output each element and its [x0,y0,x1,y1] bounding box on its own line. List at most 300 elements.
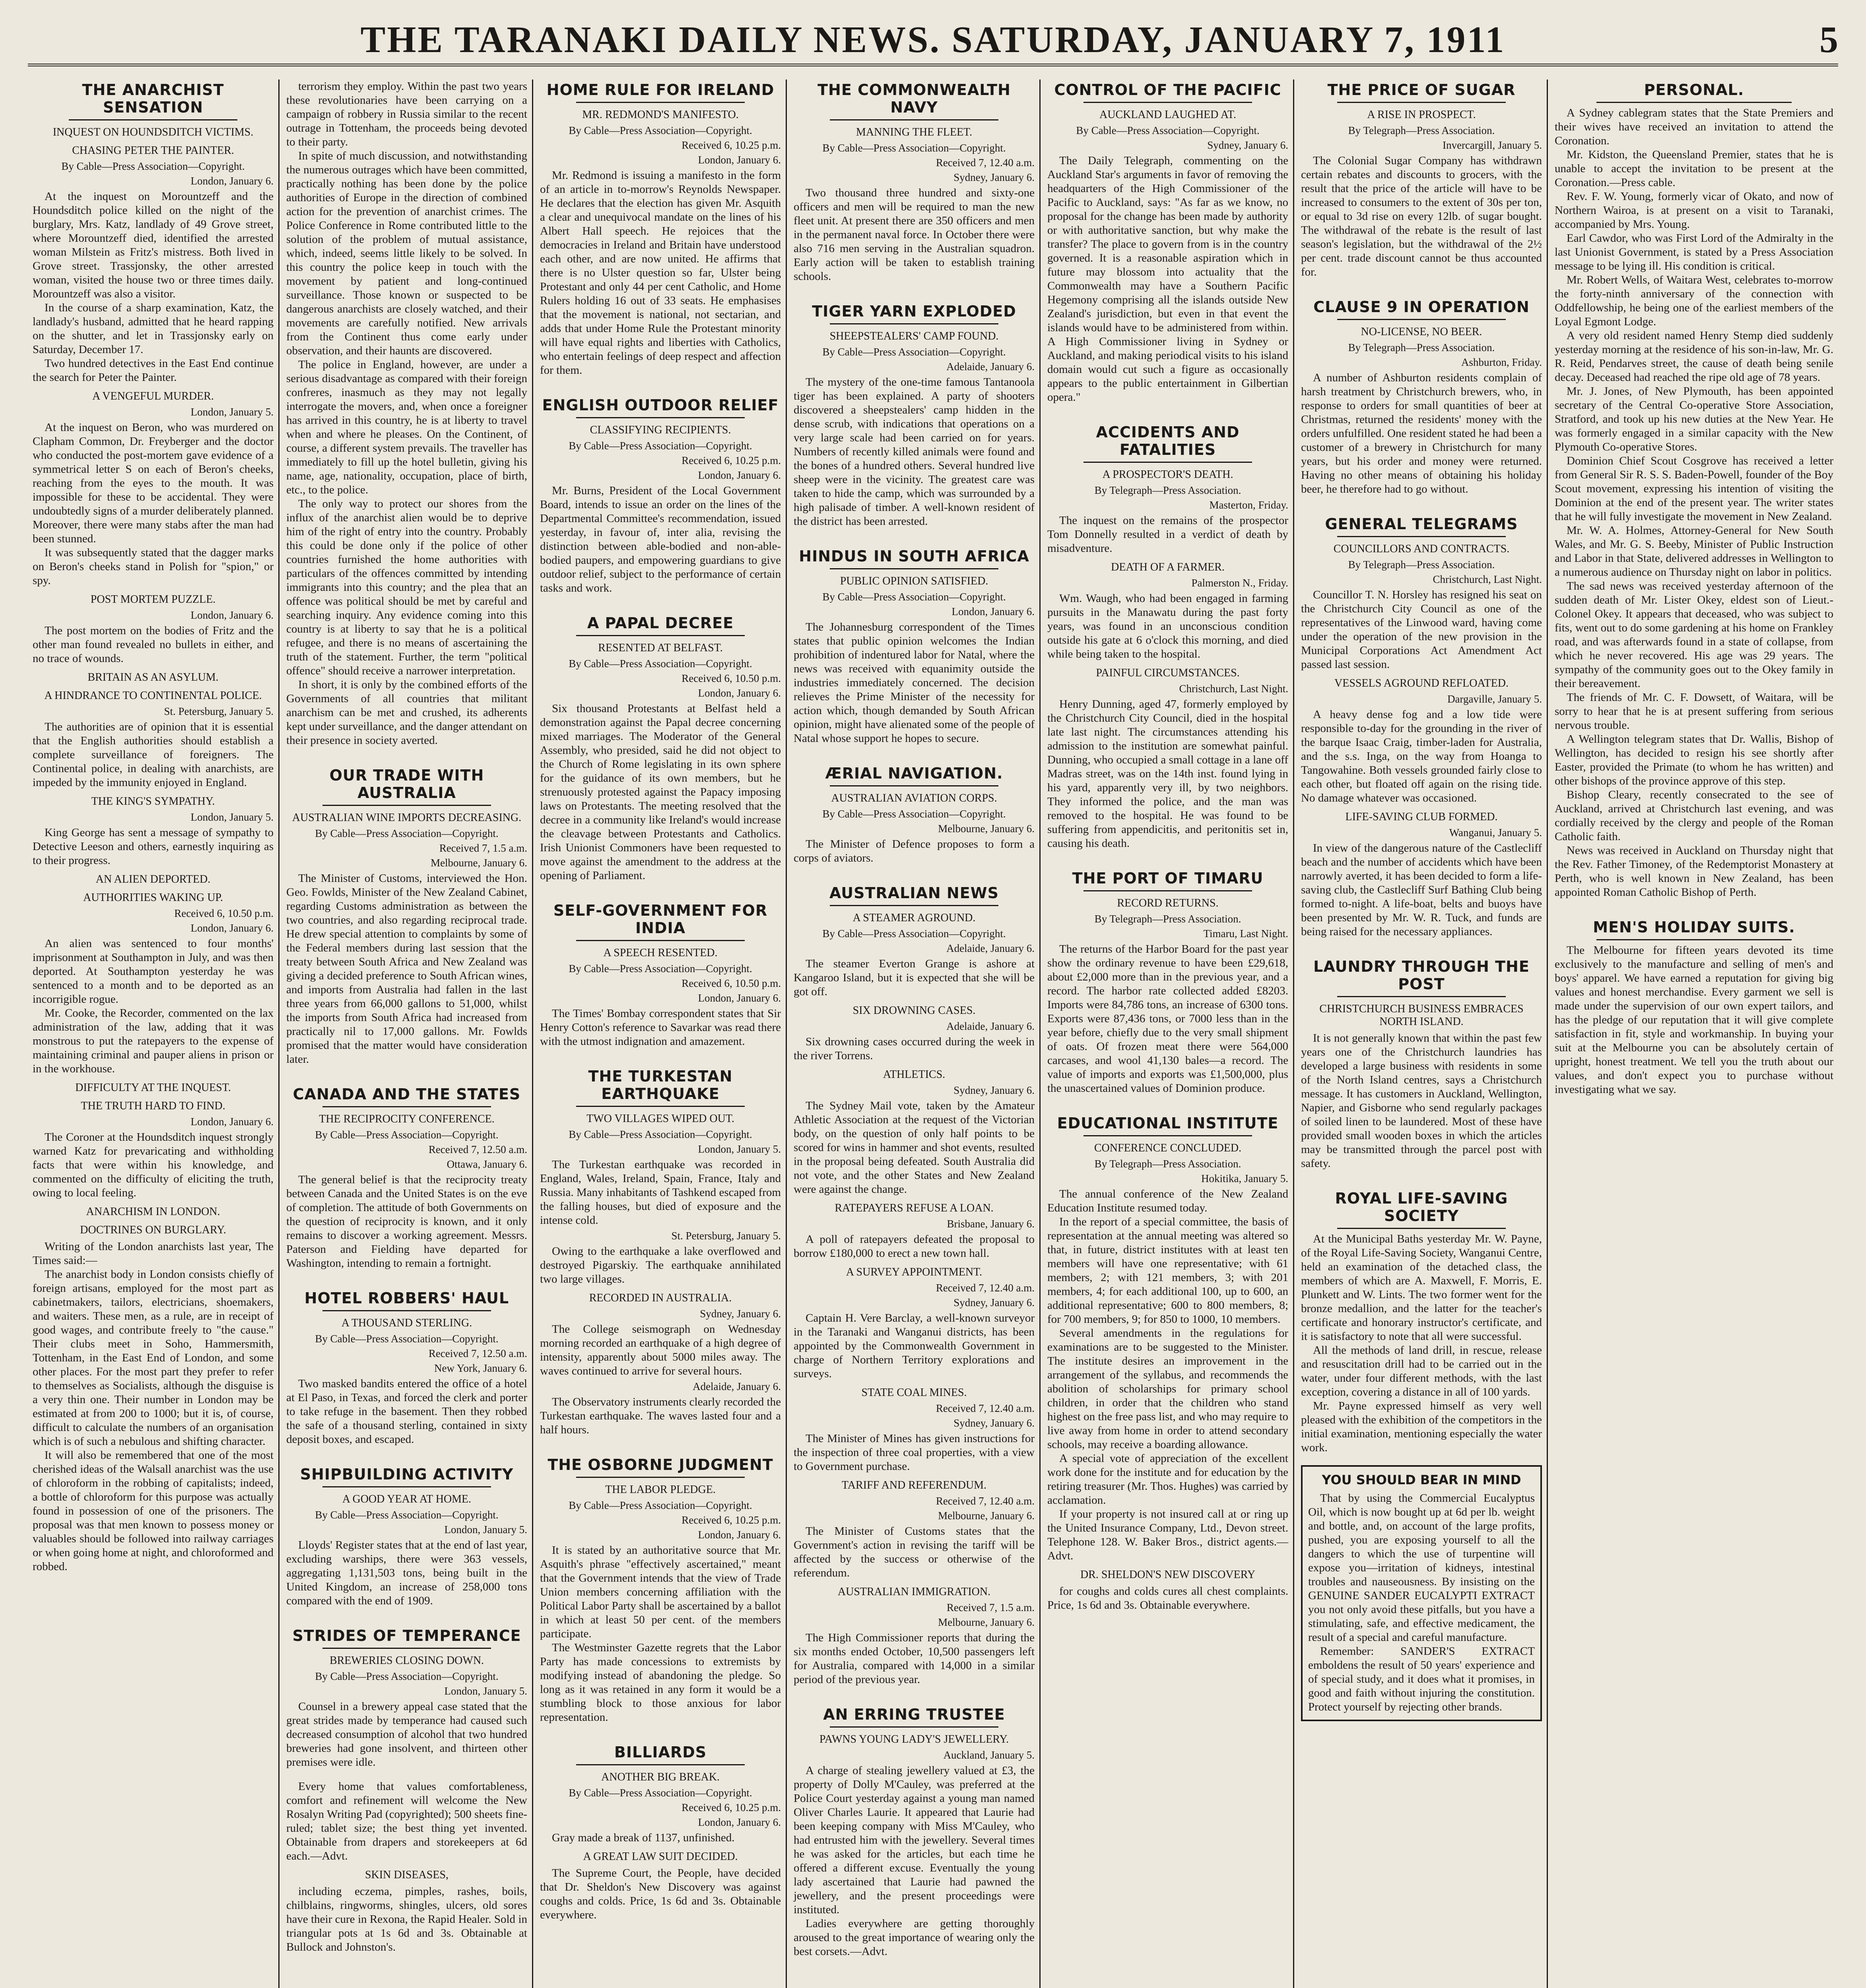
article-paragraph: King George has sent a message of sympathy to Detective Leeson and others, earnestly inquiring as to their progress. [33,826,274,867]
article [540,606,781,883]
article-headline: A PAPAL DECREE [587,614,734,632]
article-subheading: AUCKLAND LAUGHED AT. [1099,109,1236,121]
article-dateline: Melbourne, January 6. [938,823,1035,835]
article-subheading: AUSTRALIAN WINE IMPORTS DECREASING. [292,812,522,824]
article [286,1077,527,1270]
article-paragraph: A number of Ashburton residents complain of harsh treatment by Christchurch brewers, who, in response to orders for small quantities of beer at Christmas, returned the residents' money with the orders unfulfilled. One resident stated he had been a customer of a brewery in Christchurch for many years, but his order and money were returned. Having no other means of obtaining his holiday beer, he therefore had to go without. [1301,371,1542,495]
article-paragraph: Two masked bandits entered the office of a hotel at El Paso, in Texas, and forced the clerk and porter to take refuge in the basement. Then they robbed the safe of a thousand sterling, contained in sixty deposit boxes, and escaped. [286,1377,527,1446]
article-dateline: Received 7, 1.5 a.m. [439,842,527,854]
headline-rule [1083,462,1252,463]
headline-rule [576,417,745,418]
article-paragraph: The anarchist body in London consists chiefly of foreign artisans, employed for the most part as cabinetmakers, tailors, electricians, shoemakers, and waiters. These men, as a rule, are in receipt of good wages, and contribute freely to "the cause." Their clubs meet in Soho, Hammersmith, Tottenham, in the East End of London, and some other places. For the most part they prefer to refer to themselves as Socialists, although the disguise is a very thin one. Their number in London may be estimated at from 200 to 1000; but it is, of course, difficult to calculate the numbers of an organisation which is of such a nebulous and shifting character. [33,1268,274,1448]
masthead [28,16,1838,66]
article-subheading: A PROSPECTOR'S DEATH. [1102,468,1233,481]
article-subheading: DOCTRINES ON BURGLARY. [80,1224,226,1236]
page-number: 5 [1819,19,1838,60]
article-paragraph: At the inquest on Beron, who was murdered on Clapham Common, Dr. Freyberger and the doctor who conducted the post-mortem gave evidence of a symmetrical letter S on each of Beron's cheeks, reaching from the eyes to the mouth. It was impossible for these to be accidental. They were undoubtedly signs of a murder deliberately planned. Moreover, there were many stabs after the man had been stunned. [33,421,274,545]
headline-rule [830,785,998,786]
headline-rule [1596,102,1792,103]
article-dateline: London, January 6. [698,992,781,1004]
article-paragraph: The inquest on the remains of the prospector Tom Donnelly resulted in a verdict of death by misadventure. [1047,514,1288,555]
article [286,1457,527,1608]
article-subheading: MR. REDMOND'S MANIFESTO. [582,109,739,121]
article-dateline: Adelaide, January 6. [946,361,1035,373]
article-paragraph: News was received in Auckland on Thursday night that the Rev. Father Timoney, of the Redemptorist Monastery at Perth, who is well known in New Zealand, has been appointed Roman Catholic Bishop of Perth. [1555,844,1833,899]
headline-rule [1083,1135,1252,1136]
article-headline: STRIDES OF TEMPERANCE [292,1627,521,1644]
headline-rule [1337,996,1506,997]
article-headline: ÆRIAL NAVIGATION. [825,765,1003,782]
article-paragraph: In the course of a sharp examination, Katz, the landlady's husband, admitted that he heard rapping on the shutter, and let in Trassjonsky early on Saturday, December 17. [33,301,274,356]
article-dateline: Received 7, 1.5 a.m. [946,1602,1035,1613]
article-subheading: CLASSIFYING RECIPIENTS. [590,424,731,436]
article-headline: THE COMMONWEALTH NAVY [817,81,1011,116]
article-headline: SELF-GOVERNMENT FOR INDIA [553,902,768,937]
article [1047,80,1288,404]
article-paragraph: terrorism they employ. Within the past two years these revolutionaries have been carrying on a campaign of robbery in Russia similar to the recent outrage in Tottenham, the proceeds being devoted to their party. [286,80,527,148]
article-headline: TIGER YARN EXPLODED [812,303,1016,320]
article-dateline: By Cable—Press Association—Copyright. [315,1129,499,1141]
article-paragraph: Remember: SANDER'S EXTRACT emboldens the result of 50 years' experience and of special study, and it does what it promises, in good and faith without injuring the constitution. Protect yourself by rejecting other brands. [1308,1645,1535,1713]
headline-rule [1337,536,1506,537]
article-dateline: By Cable—Press Association—Copyright. [822,808,1006,820]
article [1047,415,1288,850]
headline-rule [576,940,745,941]
article-paragraph: An alien was sentenced to four months' imprisonment at Southampton in July, and was then deported. At Southampton yesterday he was sentenced to a month and to be deported as an incorrigible rogue. [33,937,274,1006]
article [794,294,1035,528]
article-paragraph: Mr. Cooke, the Recorder, commented on the lax administration of the law, adding that it was monstrous to put the ratepayers to the expense of maintaining criminal and pauper aliens in prison or in the workhouse. [33,1007,274,1075]
article-dateline: By Telegraph—Press Association. [1348,559,1495,571]
article-dateline: Melbourne, January 6. [938,1616,1035,1628]
article-dateline: London, January 6. [190,922,274,934]
article-dateline: London, January 5. [444,1685,527,1697]
headline-rule [576,1764,745,1765]
article-paragraph: Two hundred detectives in the East End continue the search for Peter the Painter. [33,357,274,384]
article-dateline: By Cable—Press Association—Copyright. [569,440,752,452]
article-dateline: London, January 5. [190,811,274,823]
article-dateline: Melbourne, January 6. [938,1510,1035,1522]
article-headline: SHIPBUILDING ACTIVITY [300,1466,514,1483]
article-subheading: PUBLIC OPINION SATISFIED. [840,575,988,587]
article-dateline: Received 7, 12.40 a.m. [936,1495,1035,1507]
article-dateline: London, January 6. [698,1529,781,1541]
article-paragraph: If your property is not insured call at or ring up the United Insurance Company, Ltd., Devon street. Telephone 128. W. Baker Bros., district agents.—Advt. [1047,1508,1288,1562]
article-paragraph: A special vote of appreciation of the excellent work done for the institute and for education by the retiring treasurer (Mr. Thos. Hughes) was carried by acclamation. [1047,1452,1288,1507]
article-headline: BILLIARDS [614,1743,707,1761]
article-dateline: Sydney, January 6. [700,1308,781,1320]
article-subheading: LIFE-SAVING CLUB FORMED. [1345,811,1498,823]
column-7 [1550,80,1838,1988]
article [540,1059,781,1437]
article [286,758,527,1066]
article [540,1735,781,1922]
article-subheading: A SURVEY APPOINTMENT. [846,1266,983,1278]
article-paragraph: It is stated by an authoritative source that Mr. Asquith's phrase "effectively ascertained," meant that the Government intends that the view of Trade Union members concerning affiliation with the Political Labor Party shall be ascertained by a ballot in which at least 50 per cent. of the members participate. [540,1544,781,1640]
article [794,1697,1035,1959]
article-subheading: RECORD RETURNS. [1117,897,1219,909]
article-subheading: A GREAT LAW SUIT DECIDED. [583,1850,738,1863]
article-dateline: St. Petersburg, January 5. [164,705,274,717]
article-paragraph: The Coroner at the Houndsditch inquest strongly warned Katz for prevaricating and withholding facts that were within his knowledge, and commented on the difficulty of eliciting the truth, owing to local feeling. [33,1131,274,1199]
article-paragraph: The College seismograph on Wednesday morning recorded an earthquake of a high degree of intensity, apparently about 5000 miles away. The waves continued to arrive for several hours. [540,1323,781,1377]
article-dateline: London, January 6. [190,609,274,621]
article-dateline: London, January 6. [698,154,781,166]
article-headline: THE OSBORNE JUDGMENT [548,1456,773,1474]
article-dateline: By Cable—Press Association—Copyright. [569,1787,752,1799]
headline-rule [830,905,998,906]
article-headline: THE TURKESTAN EARTHQUAKE [588,1068,733,1103]
article-headline: HOTEL ROBBERS' HAUL [304,1289,509,1307]
headline-rule [1083,102,1252,103]
article-paragraph: A charge of stealing jewellery valued at £3, the property of Dolly M'Cauley, was preferred at the Police Court yesterday against a young man named Oliver Charles Laurie. It appeared that Laurie had been keeping company with Miss M'Cauley, who had entrusted him with the jewellery. Several times he was asked for the articles, but each time he offered a different excuse. Eventually the young lady ascertained that Laurie had pawned the jewellery, and the present proceedings were instituted. [794,1764,1035,1916]
article-paragraph: Mr. Robert Wells, of Waitara West, celebrates to-morrow the forty-ninth anniversary of the connection with Oddfellowship, he being one of the earliest members of the Loyal Egmont Lodge. [1555,274,1833,328]
article [540,1447,781,1724]
article [1301,289,1542,496]
article-headline: ACCIDENTS AND FATALITIES [1096,423,1240,458]
article [286,80,527,747]
article-dateline: Invercargill, January 5. [1443,139,1542,151]
article-subheading: BRITAIN AS AN ASYLUM. [87,671,219,683]
article-subheading: TWO VILLAGES WIPED OUT. [586,1112,734,1125]
article-subheading: VESSELS AGROUND REFLOATED. [1334,677,1509,689]
column-4 [789,80,1041,1988]
article [540,388,781,595]
article [1047,1106,1288,1612]
article [1301,507,1542,939]
article-paragraph: The Minister of Defence proposes to form a corps of aviators. [794,838,1035,864]
article-dateline: Wanganui, January 5. [1449,827,1542,839]
article [1301,949,1542,1171]
article-dateline: By Cable—Press Association—Copyright. [569,1128,752,1140]
article-paragraph: Dominion Chief Scout Cosgrove has received a letter from General Sir R. S. S. Baden-Powell, founder of the Boy Scout movement, expressing his intention of visiting the Dominion at the end of the present year. The writer states that he will fully investigate the movement in New Zealand. [1555,454,1833,523]
article-subheading: AUSTRALIAN IMMIGRATION. [837,1586,991,1598]
article-headline: PERSONAL. [1644,81,1744,99]
column-3 [535,80,787,1988]
article-paragraph: A Sydney cablegram states that the State Premiers and their wives have received an invitation to attend the Coronation. [1555,107,1833,147]
article-dateline: Adelaide, January 6. [946,1020,1035,1032]
headline-rule [322,805,491,806]
article-dateline: Received 7, 12.40 a.m. [936,1402,1035,1414]
article-subheading: PAINFUL CIRCUMSTANCES. [1096,667,1240,679]
article-subheading: THE RECIPROCITY CONFERENCE. [319,1113,495,1125]
article-headline: THE PRICE OF SUGAR [1327,81,1516,99]
article-paragraph: A very old resident named Henry Stemp died suddenly yesterday morning at the residence of his son-in-law, Mr. G. R. Reid, Pendarves street, the cause of death being senile decay. Deceased had reached the ripe old age of 78 years. [1555,329,1833,384]
article-subheading: ANOTHER BIG BREAK. [601,1771,720,1783]
article-dateline: Palmerston N., Friday. [1191,577,1288,589]
article-dateline: Received 6, 10.25 p.m. [682,1802,781,1813]
advertisement [1301,1465,1542,1721]
article-dateline: By Cable—Press Association—Copyright. [822,346,1006,358]
article-paragraph: The returns of the Harbor Board for the past year show the ordinary revenue to have been £29,618, about £2,000 more than in the previous year, and a record. The harbor rate collected added £8203. Imports were 84,786 tons, an increase of 6300 tons. Exports were 87,436 tons, or 7000 less than in the year before, chiefly due to the very small shipment of oats. Of frozen meat there were 564,000 carcases, and wool 41,130 bales—a record. The value of imports and exports was £1,500,000, plus the unascertained values of Dominion produce. [1047,943,1288,1095]
article-headline: THE PORT OF TIMARU [1072,870,1264,887]
article-paragraph: The general belief is that the reciprocity treaty between Canada and the United States is on the eve of completion. The attitude of both Governments on the question of reciprocity is known, and it only remains to discover a working agreement. Messrs. Paterson and Fielding have departed for Washington, intending to remain a fortnight. [286,1173,527,1270]
article-dateline: By Cable—Press Association—Copyright. [822,142,1006,154]
article-paragraph: The authorities are of opinion that it is essential that the English authorities should establish a complete surveillance of foreigners. The Continental police, in dealing with anarchists, are impeded by the immunity enjoyed in England. [33,720,274,789]
article-dateline: Melbourne, January 6. [431,857,527,869]
article-dateline: By Cable—Press Association—Copyright. [61,160,245,172]
article-dateline: By Cable—Press Association—Copyright. [315,1333,499,1345]
article-paragraph: The Minister of Customs, interviewed the Hon. Geo. Fowlds, Minister of the New Zealand Cabinet, regarding Customs administration as between the two countries, and also regarding reciprocal trade. He drew special attention to complaints by some of the Federal members during last session that the treaty between South Africa and New Zealand was giving a decided preference to South African wines, and imports from Australia had fallen in the last three years from 66,000 gallons to 51,000, whilst the imports from South Africa had increased from practically nil to 17,000 gallons. Mr. Fowlds promised that the matter would have consideration later. [286,872,527,1066]
article-paragraph: At the Municipal Baths yesterday Mr. W. Payne, of the Royal Life-Saving Society, Wanganui Centre, held an examination of the detached class, the members of which are A. Maxwell, F. Morris, E. Plunkett and W. Lints. The two former went for the bronze medallion, and the latter for the teacher's certificate and honorary instructor's certificate, and it is satisfactory to note that all were successful. [1301,1233,1542,1343]
article-subheading: STATE COAL MINES. [861,1386,967,1399]
article-subheading: A VENGEFUL MURDER. [92,390,214,402]
article-dateline: Sydney, January 6. [1207,139,1288,151]
article-subheading: RESENTED AT BELFAST. [598,642,723,654]
article-paragraph: Six drowning cases occurred during the week in the river Torrens. [794,1035,1035,1062]
article-dateline: Brisbane, January 6. [947,1218,1035,1230]
article-dateline: By Telegraph—Press Association. [1094,1158,1241,1170]
article [540,893,781,1048]
article-paragraph: Counsel in a brewery appeal case stated that the great strides made by temperance had caused such decreased consumption of alcohol that two hundred breweries had gone insolvent, and thirteen other premises were idle. [286,1700,527,1769]
article-subheading: SKIN DISEASES, [365,1869,449,1881]
article-paragraph: The post mortem on the bodies of Fritz and the other man found revealed no bullets in either, and no trace of wounds. [33,624,274,665]
article-paragraph: Several amendments in the regulations for examinations are to be suggested to the Minister. The institute desires an improvement in the arrangement of the syllabus, and recommends the abolition of scholarships for primary school children, in order that the children who stand highest on the free pass list, and who may require to live away from home in order to attend secondary schools, may receive a boarding allowance. [1047,1327,1288,1451]
article [286,1618,527,1769]
article-dateline: By Telegraph—Press Association. [1348,342,1495,353]
article-paragraph: A poll of ratepayers defeated the proposal to borrow £180,000 to erect a new town hall. [794,1233,1035,1260]
article-dateline: Received 6, 10.25 p.m. [682,139,781,151]
article-dateline: Received 7, 12.40 a.m. [936,157,1035,169]
article-dateline: By Telegraph—Press Association. [1094,484,1241,496]
article-paragraph: The sad news was received yesterday afternoon of the sudden death of Mr. Lister Okey, eldest son of Lieut.-Colonel Okey. It appears that deceased, who was subject to fits, went out to do some gardening at his home on Frankley road, and was afterwards found in a state of collapse, from which he never recovered. His age was 29 years. The sympathy of the community goes out to the Okey family in their bereavement. [1555,580,1833,690]
article-paragraph: Bishop Cleary, recently consecrated to the see of Auckland, arrived at Christchurch last evening, and was cordially received by the clergy and people of the Roman Catholic faith. [1555,788,1833,843]
article [1301,80,1542,279]
article-paragraph: Two thousand three hundred and sixty-one officers and men will be required to man the new fleet unit. At present there are 350 officers and men in the permanent naval force. In October there were also 716 men serving in the Australian squadron. Early action will be taken to establish training schools. [794,186,1035,283]
column-6 [1296,80,1548,1988]
article-headline: GENERAL TELEGRAMS [1325,515,1518,533]
article-dateline: By Cable—Press Association—Copyright. [569,124,752,136]
article-subheading: SHEEPSTEALERS' CAMP FOUND. [829,330,999,342]
article-paragraph: The Melbourne for fifteen years devoted its time exclusively to the manufacture and selling of men's and boys' apparel. We have earned a reputation for giving big values and honest merchandise. Every garment we sell is made under the supervision of our own expert tailors, and has the pledge of our reputation that it will give complete satisfaction in fit, style and workmanship. In buying your suit at the Melbourne you can be absolutely certain of upright, honest treatment. We tell you the truth about our values, and don't expect you to purchase without investigating what we say. [1555,944,1833,1096]
headline-rule [322,1106,491,1107]
article-dateline: Auckland, January 5. [943,1749,1035,1761]
column-1 [28,80,280,1988]
article-paragraph: The Observatory instruments clearly recorded the Turkestan earthquake. The waves lasted four and a half hours. [540,1396,781,1436]
article-subheading: THE KING'S SYMPATHY. [91,795,215,808]
article-paragraph: Henry Dunning, aged 47, formerly employed by the Christchurch City Council, died in the hospital late last night. The circumstances attending his admission to the institution are somewhat painful. Dunning, who occupied a small cottage in a lane off Madras street, was on the 14th inst. found lying in his yard, apparently very ill, by two neighbors. They informed the police, and the man was removed to the hospital. He was found to be suffering from appendicitis, and peritonitis set in, causing his death. [1047,698,1288,850]
article-dateline: London, January 6. [698,687,781,699]
article-subheading: COUNCILLORS AND CONTRACTS. [1333,543,1510,555]
article-paragraph: The Times' Bombay correspondent states that Sir Henry Cotton's reference to Savarkar was read there with the utmost indignation and amazement. [540,1007,781,1048]
headline-rule [322,1648,491,1649]
article-paragraph: Mr. W. A. Holmes, Attorney-General for New South Wales, and Mr. G. S. Beeby, Minister of Public Instruction and Labor in that State, delivered addresses in Wellington to a numerous audience on Thursday night on labor in politics. [1555,524,1833,579]
article-paragraph: Mr. Redmond is issuing a manifesto in the form of an article in to-morrow's Reynolds Newspaper. He declares that the election has given Mr. Asquith a clear and unequivocal mandate on the lines of his Albert Hall speech. He rejoices that the democracies in Ireland and Britain have understood each other, and are now united. He affirms that there is no Ulster question so far, Ulster being Protestant and only 44 per cent Catholic, and Home Rulers holding 16 out of 33 seats. He emphasises that the movement is national, not sectarian, and adds that under Home Rule the Protestant minority will have equal rights and liberties with Catholics, who entertain feelings of deep respect and affection for them. [540,169,781,377]
article-paragraph: Mr. Kidston, the Queensland Premier, states that he is unable to accept the invitation to be present at the Coronation.—Press cable. [1555,148,1833,189]
article-dateline: Ottawa, January 6. [447,1158,527,1170]
article-paragraph: Councillor T. N. Horsley has resigned his seat on the Christchurch City Council as one of the representatives of the Linwood ward, having come under the operation of the new provision in the Municipal Corporations Act Amendment Act passed last session. [1301,588,1542,671]
article [286,1780,527,1954]
article [794,756,1035,865]
article-dateline: Received 6, 10.50 p.m. [174,907,274,919]
article-dateline: Dargaville, January 5. [1447,693,1542,705]
article-paragraph: Mr. J. Jones, of New Plymouth, has been appointed secretary of the Central Co-operative Store Association, Stratford, and took up his new duties at the New Year. He was formerly engaged in a similar capacity with the New Plymouth Co-operative Stores. [1555,385,1833,453]
article-paragraph: The Turkestan earthquake was recorded in England, Wales, Ireland, Spain, France, Italy and Russia. Many inhabitants of Tashkend escaped from the falling houses, but died of exposure and the intense cold. [540,1158,781,1227]
article-dateline: London, January 6. [951,606,1035,617]
article-paragraph: Mr. Payne expressed himself as very well pleased with the exhibition of the competitors in the initial examination, mentioning especially the water work. [1301,1400,1542,1454]
article-paragraph: The steamer Everton Grange is ashore at Kangaroo Island, but it is expected that she will be got off. [794,957,1035,998]
article-paragraph: All the methods of land drill, in rescue, release and resuscitation drill had to be carried out in the water, under four different methods, with the last exception, covering a distance in all of 100 yards. [1301,1344,1542,1398]
article-headline: AN ERRING TRUSTEE [823,1706,1005,1723]
article-dateline: By Cable—Press Association—Copyright. [1076,124,1260,136]
article-subheading: CHASING PETER THE PAINTER. [72,144,234,157]
article-subheading: ANARCHISM IN LONDON. [86,1206,220,1218]
article-dateline: Adelaide, January 6. [693,1380,781,1392]
article-subheading: DR. SHELDON'S NEW DISCOVERY [1080,1569,1256,1581]
article-dateline: By Cable—Press Association—Copyright. [315,1670,499,1682]
article-dateline: New York, January 6. [434,1362,527,1374]
article-paragraph: That by using the Commercial Eucalyptus Oil, which is now bought up at 6d per lb. weight and bottle, and, on account of the large profits, pushed, you are exposing yourself to all the dangers to which the use of turpentine will expose you—irritation of kidneys, intestinal troubles and nauseousness. By insisting on the GENUINE SANDER EUCALYPTI EXTRACT you not only avoid these pitfalls, but you have a stimulating, safe, and effective medicament, the result of a special and careful manufacture. [1308,1492,1535,1644]
article-dateline: Timaru, Last Night. [1203,928,1288,940]
article [1555,910,1833,1097]
article-paragraph: Six thousand Protestants at Belfast held a demonstration against the Papal decree concerning mixed marriages. The Moderator of the General Assembly, who presided, said he did not object to the Church of Rome legislating in its own sphere for the guidance of its own members, but he strenuously protested against the Papacy imposing laws on Protestants. The meeting resolved that the decree in a community like Ireland's would increase the cleavage between Protestants and Catholics. Irish Unionist Commoners have been requested to move against the amendment to the address at the opening of Parliament. [540,702,781,882]
headline-rule [322,1310,491,1311]
headline-rule [1337,1228,1506,1229]
article-headline: CONTROL OF THE PACIFIC [1054,81,1282,99]
article-subheading: INQUEST ON HOUNDSDITCH VICTIMS. [52,126,254,138]
article-subheading: MANNING THE FLEET. [856,126,973,138]
article-dateline: St. Petersburg, January 5. [671,1230,781,1242]
article-dateline: Sydney, January 6. [953,171,1035,183]
article-paragraph: In spite of much discussion, and notwithstanding the numerous outrages which have been committed, practically nothing has been done by the police authorities of Europe in the direction of combined action for the prevention of anarchist crimes. The Police Conference in Rome contributed little to the solution of the problem of mutual assistance, which, indeed, seems little likely to be solved. In this country the police keep in touch with the movement by patient and long-continued surveillance. Those known or suspected to be dangerous anarchists are closely watched, and their movements are carefully notified. New arrivals from the Continent thus come early under observation, and their haunts are discovered. [286,149,527,357]
article-subheading: TARIFF AND REFERENDUM. [841,1479,987,1491]
article-paragraph: The Johannesburg correspondent of the Times states that public opinion welcomes the Indian prohibition of indentured labor for Natal, where the news was received with equanimity outside the industries immediately concerned. The decision relieves the Prime Minister of the necessity for action which, though demanded by South African opinion, might have alienated some of the people of Natal whose support he hopes to secure. [794,621,1035,745]
column-2 [282,80,533,1988]
article [1301,1181,1542,1455]
article-dateline: By Telegraph—Press Association. [1348,124,1495,136]
article-dateline: Received 7, 12.50 a.m. [428,1347,527,1359]
article-paragraph: The annual conference of the New Zealand Education Institute resumed today. [1047,1188,1288,1214]
article-subheading: A RISE IN PROSPECT. [1367,109,1476,121]
article-subheading: RATEPAYERS REFUSE A LOAN. [835,1202,994,1214]
article-paragraph: Captain H. Vere Barclay, a well-known surveyor in the Taranaki and Wanganui districts, has been appointed by the Commonwealth Government in charge of Northern Territory explorations and surveys. [794,1312,1035,1380]
article-headline: HINDUS IN SOUTH AFRICA [799,547,1029,565]
column-5 [1043,80,1294,1988]
article-paragraph: Writing of the London anarchists last year, The Times said:— [33,1240,274,1267]
article-paragraph: The friends of Mr. C. F. Dowsett, of Waitara, will be sorry to hear that he is at present suffering from serious nervous trouble. [1555,691,1833,732]
article-dateline: Masterton, Friday. [1209,499,1288,511]
article-headline: THE ANARCHIST SENSATION [82,81,224,116]
article-headline: MEN'S HOLIDAY SUITS. [1593,918,1795,936]
article-dateline: London, January 6. [698,469,781,481]
article-subheading: ATHLETICS. [883,1068,946,1081]
article-dateline: Adelaide, January 6. [946,942,1035,954]
article-paragraph: Earl Cawdor, who was First Lord of the Admiralty in the last Unionist Government, is stated by a Press Association message to be lying ill. His condition is critical. [1555,232,1833,272]
article [1555,80,1833,899]
article-dateline: By Cable—Press Association—Copyright. [315,827,499,839]
article-dateline: London, January 5. [190,406,274,418]
headline-rule [830,119,998,120]
article-paragraph: Gray made a break of 1137, unfinished. [552,1831,735,1844]
article-subheading: CHRISTCHURCH BUSINESS EMBRACES NORTH ISLAND. [1319,1003,1524,1028]
article-dateline: Sydney, January 6. [953,1297,1035,1309]
article-paragraph: Owing to the earthquake a lake overflowed and destroyed Pigarskiy. The earthquake annihilated two large villages. [540,1245,781,1285]
article-dateline: By Cable—Press Association—Copyright. [315,1509,499,1521]
article-dateline: By Cable—Press Association—Copyright. [569,963,752,975]
article-subheading: DEATH OF A FARMER. [1111,561,1225,573]
article-dateline: Ashburton, Friday. [1461,356,1542,368]
headline-rule [322,1486,491,1487]
article-subheading: NO-LICENSE, NO BEER. [1361,326,1482,338]
article-headline: AUSTRALIAN NEWS [829,884,999,902]
article [33,80,274,1574]
article-paragraph: The Westminster Gazette regrets that the Labor Party has made concessions to extremists by modifying instead of abandoning the pledge. So long as it was retained in any form it would be a stumbling block to those anxious for labor representation. [540,1641,781,1724]
article [1047,861,1288,1095]
article-paragraph: It will also be remembered that one of the most cherished ideas of the Walsall anarchist was the use of chloroform in the robbing of capitalists; indeed, a bottle of chloroform for this purpose was actually found in possession of one of the prisoners. The proposal was that men known to possess money or valuables should be followed into railway carriages or when going home at night, and chloroformed and robbed. [33,1449,274,1573]
article-headline: CLAUSE 9 IN OPERATION [1313,298,1530,316]
article-paragraph: The only way to protect our shores from the influx of the anarchist alien would be to deprive him of the right of entry into the country. Probably this could be done only if the police of other countries furnished the home authorities with particulars of the offences committed by intending immigrants into this country; and the plea that an offence was political should be met by careful and searching inquiry. Any evidence coming into this country is at liberty to say that he is a political refugee, and there is no means of ascertaining the truth of the statement. Further, the term "political offence" should receive a narrower interpretation. [286,497,527,677]
article-paragraph: Wm. Waugh, who had been engaged in farming pursuits in the Manawatu during the past forty years, was found in an unconscious condition outside his gate at 6 o'clock this morning, and died while being taken to the hospital. [1047,592,1288,660]
article-paragraph: including eczema, pimples, rashes, boils, chilblains, ringworms, shingles, ulcers, old sores have their cure in Rexona, the Rapid Healer. Sold in triangular pots at 1s 6d and 3s. Obtainable at Bullock and Johnston's. [286,1885,527,1953]
article-paragraph: for coughs and colds cures all chest complaints. Price, 1s 6d and 3s. Obtainable everywhere. [1047,1585,1288,1611]
article-paragraph: At the inquest on Morountzeff and the Houndsditch police killed on the night of the burglary, Mrs. Katz, landlady of 49 Grove street, where Morountzeff died, identified the arrested woman Milstein as Fritz's mistress. Both lived in Grove street. Trassjonsky, the other arrested woman, visited the house two or three times daily. Morountzeff was also a visitor. [33,190,274,300]
article-dateline: Christchurch, Last Night. [1179,683,1288,695]
article-subheading: THE LABOR PLEDGE. [605,1483,716,1496]
headline-rule [830,568,998,569]
article-headline: CANADA AND THE STATES [293,1085,521,1103]
article-paragraph: Mr. Burns, President of the Local Government Board, intends to issue an order on the lines of the Departmental Committee's recommendation, issued yesterday, in favour of, inter alia, revising the distinction between able-bodied and non-able-bodied paupers, and empowering guardians to give outdoor relief, subject to the performance of certain tasks and work. [540,484,781,594]
article-dateline: Christchurch, Last Night. [1433,573,1542,585]
article-paragraph: In the report of a special committee, the basis of representation at the annual meeting was altered so that, in future, district institutes with at least ten members will have one representative; with 61 members, 2; with 121 members, 3; with 201 members, 4; for each additional 100, up to 600, an additional representative; 600 to 800 members, 8; for 700 members, 9; for 850 to 1000, 10 members. [1047,1215,1288,1326]
article-dateline: London, January 6. [698,1816,781,1828]
headline-rule [69,119,237,120]
article-subheading: A SPEECH RESENTED. [603,947,718,959]
article-paragraph: The police in England, however, are under a serious disadvantage as compared with their foreign confreres, inasmuch as they may not legally interrogate the movers, and, when once a foreigner has arrived in this country, he is at liberty to travel when and where he pleases. On the Continent, of course, a different system prevails. The traveller has immediately to fill up the hotel bulletin, giving his name, age, nationality, occupation, place of birth, etc., to the police. [286,358,527,496]
article-subheading: A THOUSAND STERLING. [341,1317,472,1329]
article-dateline: Received 6, 10.25 p.m. [682,1514,781,1526]
article-paragraph: A Wellington telegram states that Dr. Wallis, Bishop of Wellington, has decided to resign his see shortly after Easter, provided the Primate (to whom he has written) and other bishops of the province approve of this step. [1555,733,1833,787]
article-dateline: London, January 5. [698,1143,781,1155]
article-paragraph: The Sydney Mail vote, taken by the Amateur Athletic Association at the request of the Victorian body, on the question of only half points to be scored for wins in hammer and shot events, resulted in the proposal being defeated. South Australia did not vote, and the other States and New Zealand were against the change. [794,1099,1035,1196]
article-dateline: Received 6, 10.25 p.m. [682,454,781,466]
article-paragraph: Lloyds' Register states that at the end of last year, excluding warships, there were 363 vessels, aggregating 1,131,503 tons, being built in the United Kingdom, an increase of 258,000 tons compared with the end of 1909. [286,1539,527,1607]
article-paragraph: Rev. F. W. Young, formerly vicar of Okato, and now of Northern Wairoa, is at present on a visit to Taranaki, accompanied by Mrs. Young. [1555,190,1833,231]
article-paragraph: The Minister of Mines has given instructions for the inspection of three coal properties, with a view to Government purchase. [794,1432,1035,1473]
headline-rule [1083,890,1252,891]
article-paragraph: A heavy dense fog and a low tide were responsible to-day for the grounding in the river of the barque Isaac Craig, timber-laden for Australia, and the s.s. Inga, on the way from Hoanga to Tangowahine. Both vessels grounded fairly close to each other, but floated off again on the rising tide. No damage whatever was occasioned. [1301,708,1542,804]
article-headline: ROYAL LIFE-SAVING SOCIETY [1335,1190,1508,1225]
article-dateline: London, January 6. [190,175,274,187]
article-paragraph: The Supreme Court, the People, have decided that Dr. Sheldon's New Discovery was against coughs and colds. Price, 1s 6d and 3s. Obtainable everywhere. [540,1867,781,1921]
headline-rule [576,102,745,103]
article-dateline: By Cable—Press Association—Copyright. [569,1499,752,1511]
article-dateline: By Cable—Press Association—Copyright. [822,928,1006,940]
article-subheading: A HINDRANCE TO CONTINENTAL POLICE. [44,689,262,702]
headline-rule [1337,319,1506,320]
article-subheading: THE TRUTH HARD TO FIND. [81,1100,225,1112]
article-dateline: Sydney, January 6. [953,1084,1035,1096]
article-paragraph: The Colonial Sugar Company has withdrawn certain rebates and discounts to grocers, with the result that the price of the article will have to be increased to consumers to the extent of 30s per ton, or equal to 3d rise on every 12lb. of sugar bought. The withdrawal of the rebate is the result of last season's legislation, but the withdrawal of the 2½ per cent. trade discount cannot be thus accounted for. [1301,154,1542,278]
article-headline: HOME RULE FOR IRELAND [546,81,775,99]
article-dateline: By Telegraph—Press Association. [1094,913,1241,925]
article-subheading: A GOOD YEAR AT HOME. [342,1493,472,1505]
masthead-title: THE TARANAKI DAILY NEWS. SATURDAY, JANUARY 7, 1911 [360,19,1506,60]
headline-rule [576,1477,745,1478]
article [540,80,781,377]
article-paragraph: In short, it is only by the combined efforts of the Governments of all countries that militant anarchism can be met and crushed, its adherents kept under surveillance, and the danger attendant on their presence in society averted. [286,678,527,747]
article-paragraph: The Minister of Customs states that the Government's action in revising the tariff will be affected by the success or otherwise of the referendum. [794,1525,1035,1579]
article-paragraph: Ladies everywhere are getting thoroughly aroused to the great importance of wearing only the best corsets.—Advt. [794,1917,1035,1958]
article-subheading: RECORDED IN AUSTRALIA. [589,1292,732,1304]
headline-rule [830,1726,998,1728]
article-subheading: AUSTRALIAN AVIATION CORPS. [831,792,997,804]
article-dateline: Received 7, 12.40 a.m. [936,1282,1035,1294]
article-headline: ENGLISH OUTDOOR RELIEF [542,396,779,414]
article-subheading: AN ALIEN DEPORTED. [95,873,211,885]
article-paragraph: In view of the dangerous nature of the Castlecliff beach and the number of accidents which have been narrowly averted, it has been decided to form a life-saving club, the Castlecliff Surf Bathing Club being formed to-night. A life-boat, belts and buoys have been presented by Mr. W. R. Tuck, and funds are being raised for the necessary appliances. [1301,842,1542,938]
article-paragraph: Every home that values comfortableness, comfort and refinement will welcome the New Rosalyn Writing Pad (copyrighted); 500 sheets fine-ruled; tablet size; the best thing yet invented. Obtainable from drapers and storekeepers at 6d each.—Advt. [286,1780,527,1862]
article-headline: EDUCATIONAL INSTITUTE [1057,1114,1279,1132]
headline-rule [1337,102,1506,103]
